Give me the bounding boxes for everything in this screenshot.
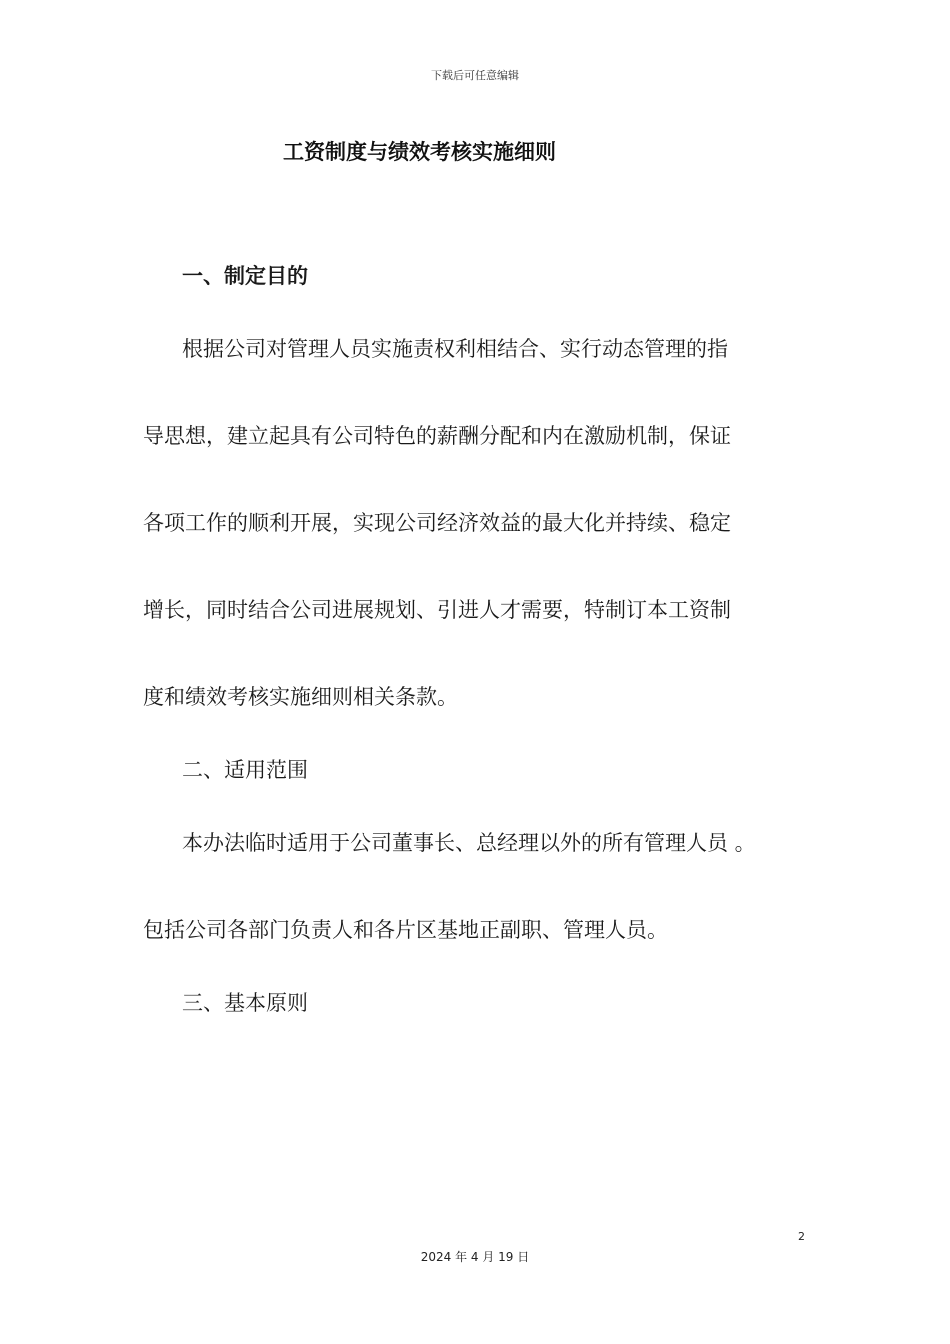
paragraph-line: 包括公司各部门负责人和各片区基地正副职、管理人员。: [143, 918, 668, 942]
document-title: 工资制度与绩效考核实施细则: [283, 140, 556, 164]
paragraph-line: 各项工作的顺利开展，实现公司经济效益的最大化并持续、稳定: [143, 511, 731, 535]
section-heading-principles: 三、基本原则: [182, 991, 308, 1015]
paragraph-line: 本办法临时适用于公司董事长、总经理以外的所有管理人员 。: [182, 831, 756, 855]
paragraph-line: 导思想，建立起具有公司特色的薪酬分配和内在激励机制，保证: [143, 424, 731, 448]
paragraph-line: 根据公司对管理人员实施责权利相结合、实行动态管理的指: [182, 337, 728, 361]
section-heading-purpose: 一、制定目的: [182, 264, 308, 288]
footer-date: 2024 年 4 月 19 日: [420, 1250, 530, 1264]
paragraph-line: 度和绩效考核实施细则相关条款。: [143, 685, 458, 709]
header-note: 下载后可任意编辑: [431, 69, 519, 82]
paragraph-line: 增长，同时结合公司进展规划、引进人才需要，特制订本工资制: [143, 598, 731, 622]
section-heading-scope: 二、适用范围: [182, 758, 308, 782]
page-number: 2: [798, 1230, 805, 1243]
